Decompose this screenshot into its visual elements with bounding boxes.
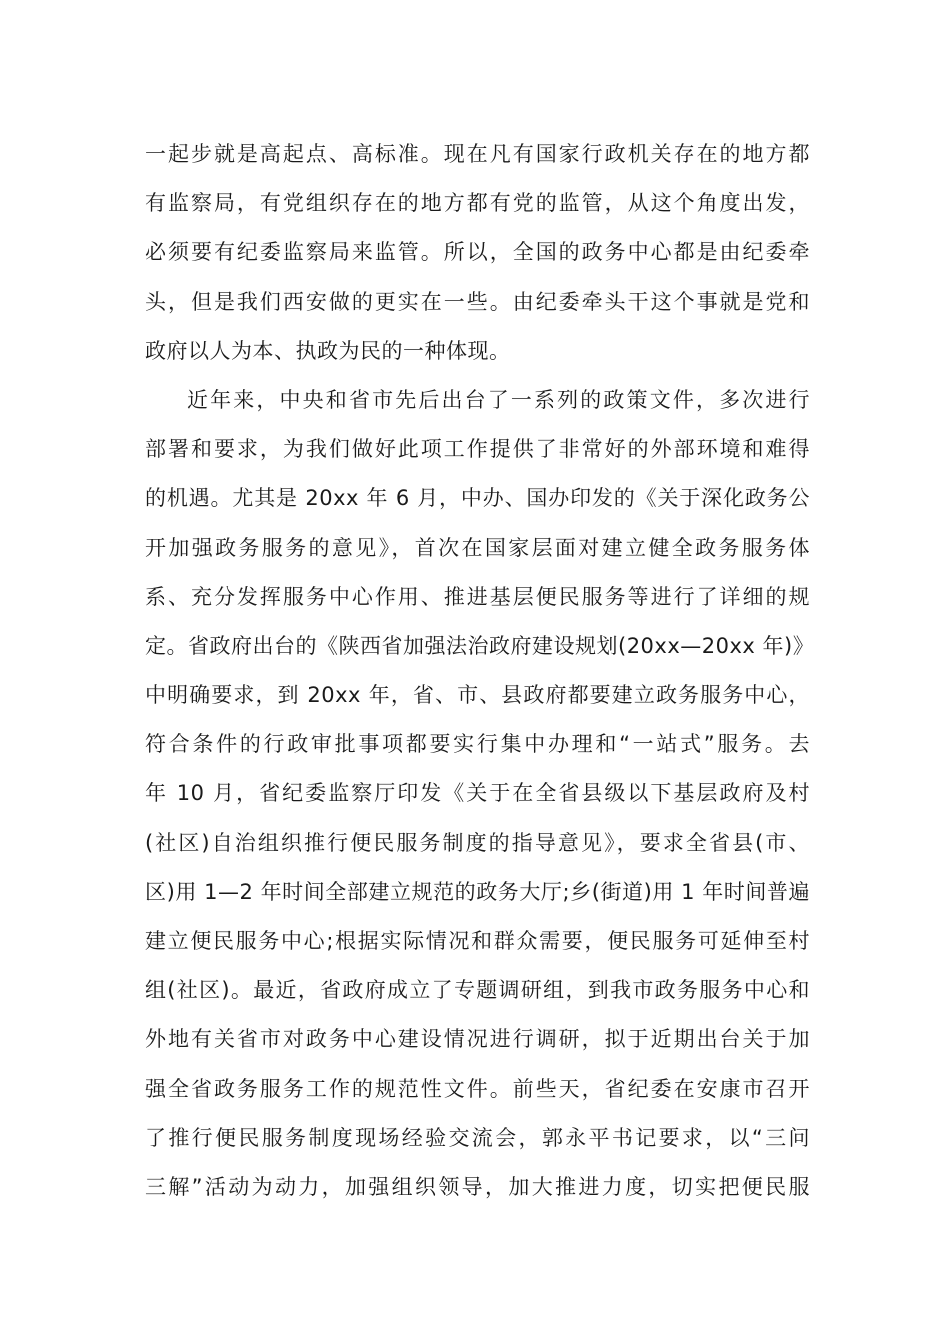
text-line: 了推行便民服务制度现场经验交流会，郭永平书记要求，以“三问 — [145, 1125, 810, 1150]
text-line: 中明确要求，到 20xx 年，省、市、县政府都要建立政务服务中心， — [145, 683, 810, 708]
text-line: 必须要有纪委监察局来监管。所以，全国的政务中心都是由纪委牵 — [145, 240, 810, 265]
text-line: 建立便民服务中心;根据实际情况和群众需要，便民服务可延伸至村 — [145, 929, 810, 953]
text-line: 强全省政务服务工作的规范性文件。前些天，省纪委在安康市召开 — [145, 1076, 810, 1101]
text-line: 定。省政府出台的《陕西省加强法治政府建设规划(20xx—20xx 年)》 — [145, 633, 815, 658]
text-line: 部署和要求，为我们做好此项工作提供了非常好的外部环境和难得 — [145, 437, 810, 462]
text-line: 组(社区)。最近，省政府成立了专题调研组，到我市政务服务中心和 — [145, 978, 810, 1003]
text-line: 的机遇。尤其是 20xx 年 6 月，中办、国办印发的《关于深化政务公 — [145, 486, 810, 511]
text-line: 有监察局，有党组织存在的地方都有党的监管，从这个角度出发， — [145, 191, 810, 216]
paragraph-2 — [145, 376, 815, 1212]
document-body — [145, 130, 815, 1212]
text-line: 头，但是我们西安做的更实在一些。由纪委牵头干这个事就是党和 — [145, 289, 810, 314]
text-line: 近年来，中央和省市先后出台了一系列的政策文件，多次进行 — [187, 387, 810, 412]
text-line: 三解”活动为动力，加强组织领导，加大推进力度，切实把便民服 — [145, 1174, 810, 1199]
text-line: 系、充分发挥服务中心作用、推进基层便民服务等进行了详细的规 — [145, 584, 810, 609]
text-line: 开加强政务服务的意见》，首次在国家层面对建立健全政务服务体 — [145, 535, 810, 560]
text-line: 符合条件的行政审批事项都要实行集中办理和“一站式”服务。去 — [145, 732, 810, 757]
text-line: 一起步就是高起点、高标准。现在凡有国家行政机关存在的地方都 — [145, 142, 810, 166]
text-line: (社区)自治组织推行便民服务制度的指导意见》，要求全省县(市、 — [145, 830, 810, 855]
paragraph-1 — [145, 130, 810, 376]
text-line: 区)用 1—2 年时间全部建立规范的政务大厅;乡(街道)用 1 年时间普遍 — [145, 879, 810, 904]
text-line: 年 10 月，省纪委监察厅印发《关于在全省县级以下基层政府及村 — [145, 781, 810, 806]
text-line: 政府以人为本、执政为民的一种体现。 — [145, 338, 511, 363]
text-line: 外地有关省市对政务中心建设情况进行调研，拟于近期出台关于加 — [145, 1027, 810, 1052]
